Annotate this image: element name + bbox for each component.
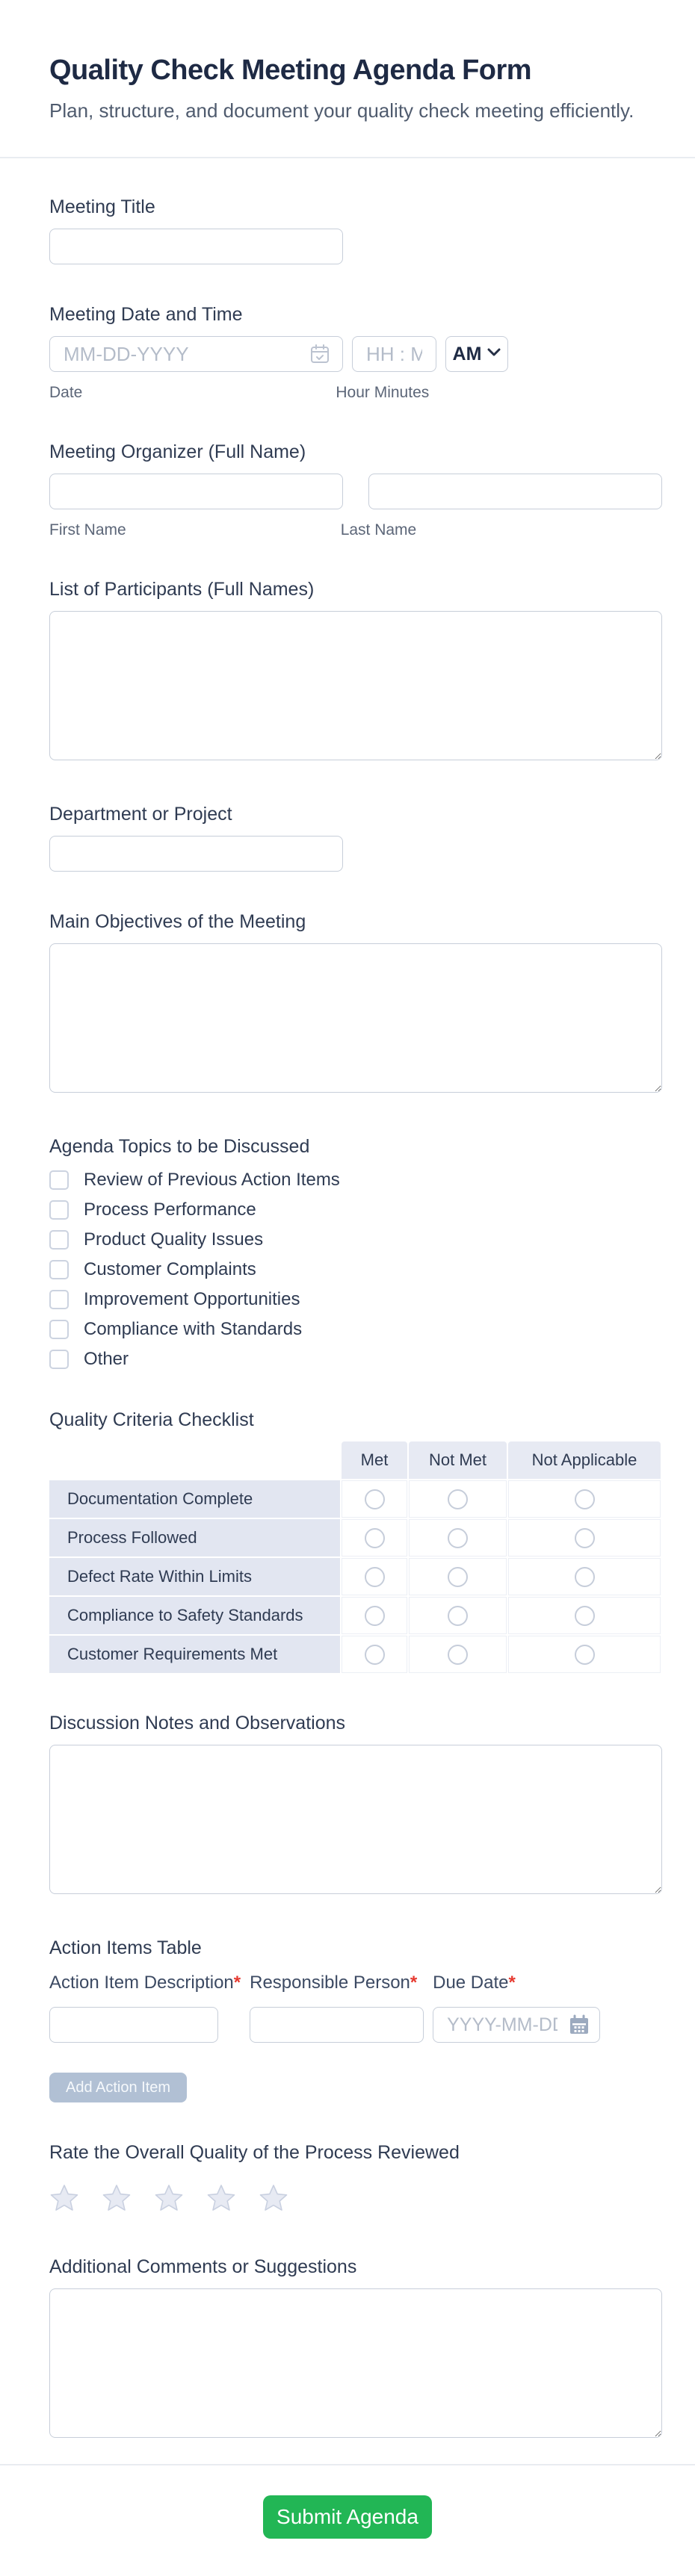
hour-minutes-sublabel: Hour Minutes — [336, 384, 430, 401]
row-label-customer-requirements: Customer Requirements Met — [49, 1636, 340, 1673]
topic-row-compliance-with-standards[interactable] — [49, 1319, 662, 1340]
topic-row-customer-complaints[interactable] — [49, 1259, 662, 1280]
topic-row-other[interactable] — [49, 1349, 662, 1370]
cell-defect-met — [342, 1558, 407, 1595]
page-title: Quality Check Meeting Agenda Form — [49, 55, 532, 86]
checkbox-compliance-with-standards[interactable] — [49, 1320, 69, 1339]
date-input-wrap — [49, 336, 343, 372]
table-corner-cell — [49, 1441, 340, 1479]
agenda-topics-field — [49, 1135, 662, 1370]
first-name-sublabel: First Name — [49, 521, 126, 539]
due-date-label: Due Date* — [433, 1973, 516, 1993]
quality-checklist-label: Quality Criteria Checklist — [49, 1409, 254, 1430]
cell-safety-not-met — [409, 1597, 507, 1634]
due-date-wrap — [433, 2007, 600, 2043]
topic-label: Customer Complaints — [84, 1259, 256, 1279]
cell-process-met — [342, 1519, 407, 1557]
discussion-notes-textarea[interactable] — [49, 1745, 662, 1894]
meeting-title-field — [49, 196, 662, 264]
star-icon-1[interactable] — [49, 2183, 79, 2217]
responsible-person-label: Responsible Person* — [250, 1973, 418, 1993]
radio-safety-met[interactable] — [365, 1606, 385, 1626]
topic-row-improvement-opportunities[interactable] — [49, 1289, 662, 1310]
participants-field — [49, 578, 662, 764]
comments-field — [49, 2256, 662, 2442]
discussion-notes-field — [49, 1712, 662, 1898]
row-label-defect-rate: Defect Rate Within Limits — [49, 1558, 340, 1595]
meeting-datetime-field — [49, 303, 662, 402]
cell-documentation-not-met — [409, 1480, 507, 1518]
radio-process-not-applicable[interactable] — [575, 1528, 595, 1548]
ampm-value: AM — [452, 343, 482, 364]
topic-label: Product Quality Issues — [84, 1229, 264, 1250]
department-field — [49, 803, 662, 872]
due-date-col — [433, 1973, 600, 2043]
checkbox-previous-action-items[interactable] — [49, 1170, 69, 1190]
organizer-field — [49, 441, 662, 539]
datetime-row — [49, 336, 662, 372]
star-icon-2[interactable] — [102, 2183, 132, 2217]
action-items-row — [49, 1973, 662, 2043]
add-action-item-button[interactable]: Add Action Item — [49, 2073, 187, 2102]
topic-label: Process Performance — [84, 1199, 256, 1220]
meeting-time-input[interactable] — [352, 336, 436, 372]
row-label-process-followed: Process Followed — [49, 1519, 340, 1557]
radio-customer-met[interactable] — [365, 1645, 385, 1665]
row-label-documentation-complete: Documentation Complete — [49, 1480, 340, 1518]
star-icon-4[interactable] — [206, 2183, 236, 2217]
discussion-notes-label: Discussion Notes and Observations — [49, 1713, 346, 1734]
cell-customer-not-met — [409, 1636, 507, 1673]
topic-row-previous-action-items[interactable] — [49, 1170, 662, 1191]
comments-label: Additional Comments or Suggestions — [49, 2256, 357, 2277]
chevron-down-icon — [487, 347, 501, 361]
star-rating — [49, 2183, 662, 2217]
form-header — [0, 0, 695, 122]
radio-customer-not-applicable[interactable] — [575, 1645, 595, 1665]
topic-label: Improvement Opportunities — [84, 1289, 300, 1309]
row-label-safety-compliance: Compliance to Safety Standards — [49, 1597, 340, 1634]
cell-documentation-met — [342, 1480, 407, 1518]
radio-customer-not-met[interactable] — [448, 1645, 468, 1665]
action-items-label: Action Items Table — [49, 1937, 202, 1958]
cell-documentation-na — [508, 1480, 661, 1518]
submit-agenda-button[interactable]: Submit Agenda — [263, 2495, 432, 2539]
checkbox-product-quality-issues[interactable] — [49, 1230, 69, 1250]
meeting-datetime-label: Meeting Date and Time — [49, 304, 243, 325]
ampm-select[interactable] — [445, 336, 508, 372]
calendar-check-icon[interactable] — [309, 343, 331, 369]
calendar-grid-icon[interactable] — [569, 2014, 590, 2039]
rating-field — [49, 2141, 662, 2217]
participants-textarea[interactable] — [49, 611, 662, 760]
required-asterisk: * — [233, 1973, 241, 1993]
cell-process-not-met — [409, 1519, 507, 1557]
action-description-input[interactable] — [49, 2007, 218, 2043]
meeting-date-input[interactable] — [49, 336, 343, 372]
rating-label: Rate the Overall Quality of the Process Reviewed — [49, 2142, 460, 2163]
topic-label: Other — [84, 1349, 129, 1369]
cell-safety-na — [508, 1597, 661, 1634]
objectives-label: Main Objectives of the Meeting — [49, 911, 306, 932]
checkbox-other[interactable] — [49, 1350, 69, 1369]
agenda-topics-list — [49, 1170, 662, 1370]
cell-defect-na — [508, 1558, 661, 1595]
topic-label: Compliance with Standards — [84, 1319, 303, 1339]
form-body — [0, 158, 695, 2442]
organizer-sublabels — [49, 509, 662, 539]
radio-defect-not-applicable[interactable] — [575, 1567, 595, 1587]
responsible-person-col — [250, 1973, 424, 2043]
column-header-not-applicable: Not Applicable — [508, 1441, 661, 1479]
submit-row — [0, 2495, 695, 2539]
action-items-field — [49, 1937, 662, 2102]
cell-safety-met — [342, 1597, 407, 1634]
objectives-textarea[interactable] — [49, 943, 662, 1093]
radio-documentation-met[interactable] — [365, 1489, 385, 1509]
objectives-field — [49, 910, 662, 1096]
cell-process-na — [508, 1519, 661, 1557]
department-input[interactable] — [49, 836, 343, 872]
last-name-input[interactable] — [368, 474, 662, 509]
page-subtitle: Plan, structure, and document your quality check meeting efficiently. — [49, 99, 634, 122]
cell-defect-not-met — [409, 1558, 507, 1595]
last-name-sublabel: Last Name — [340, 521, 417, 539]
column-header-not-met: Not Met — [409, 1441, 507, 1479]
quality-checklist-table — [49, 1441, 662, 1673]
organizer-inputs — [49, 474, 662, 509]
star-icon-5[interactable] — [259, 2183, 288, 2217]
department-label: Department or Project — [49, 804, 232, 825]
radio-defect-not-met[interactable] — [448, 1567, 468, 1587]
datetime-sublabels — [49, 372, 662, 402]
required-asterisk: * — [410, 1973, 418, 1993]
radio-process-not-met[interactable] — [448, 1528, 468, 1548]
responsible-person-input[interactable] — [250, 2007, 424, 2043]
column-header-met: Met — [342, 1441, 407, 1479]
checkbox-process-performance[interactable] — [49, 1200, 69, 1220]
first-name-input[interactable] — [49, 474, 343, 509]
radio-documentation-not-applicable[interactable] — [575, 1489, 595, 1509]
required-asterisk: * — [508, 1973, 516, 1993]
quality-checklist-field — [49, 1409, 662, 1673]
topic-row-product-quality-issues[interactable] — [49, 1229, 662, 1250]
action-description-col — [49, 1973, 241, 2043]
comments-textarea[interactable] — [49, 2288, 662, 2438]
radio-documentation-not-met[interactable] — [448, 1489, 468, 1509]
topic-row-process-performance[interactable] — [49, 1199, 662, 1220]
meeting-title-input[interactable] — [49, 229, 343, 264]
radio-safety-not-applicable[interactable] — [575, 1606, 595, 1626]
footer-divider — [0, 2464, 695, 2465]
agenda-topics-label: Agenda Topics to be Discussed — [49, 1136, 310, 1157]
checkbox-customer-complaints[interactable] — [49, 1260, 69, 1279]
radio-defect-met[interactable] — [365, 1567, 385, 1587]
organizer-label: Meeting Organizer (Full Name) — [49, 441, 306, 462]
radio-safety-not-met[interactable] — [448, 1606, 468, 1626]
star-icon-3[interactable] — [154, 2183, 184, 2217]
date-sublabel: Date — [49, 384, 83, 401]
checkbox-improvement-opportunities[interactable] — [49, 1290, 69, 1309]
meeting-title-label: Meeting Title — [49, 196, 155, 217]
radio-process-met[interactable] — [365, 1528, 385, 1548]
action-description-label: Action Item Description* — [49, 1973, 241, 1993]
cell-customer-na — [508, 1636, 661, 1673]
topic-label: Review of Previous Action Items — [84, 1170, 340, 1190]
participants-label: List of Participants (Full Names) — [49, 579, 315, 600]
cell-customer-met — [342, 1636, 407, 1673]
